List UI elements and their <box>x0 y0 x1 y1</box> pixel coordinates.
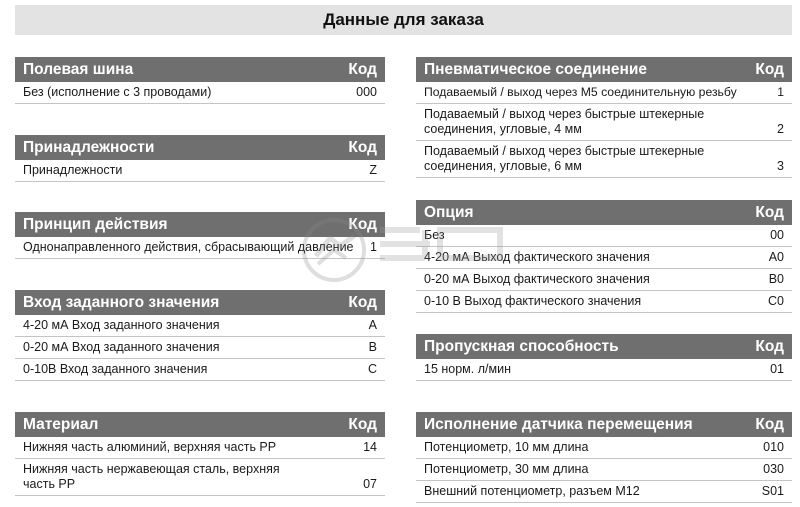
table-option <box>416 200 792 313</box>
row-description: 15 норм. л/мин <box>424 362 511 376</box>
row-description: Однонаправленного действия, сбрасывающий давление <box>23 240 354 254</box>
table-flow-rate <box>416 334 792 381</box>
table-header-code: Код <box>348 215 377 233</box>
row-description: 0-20 мА Выход фактического значения <box>424 272 650 286</box>
row-description: Принадлежности <box>23 163 123 177</box>
row-code: 01 <box>770 362 784 376</box>
row-description: Нижняя часть нержавеющая сталь, верхняя часть PP <box>23 462 280 491</box>
table-setpoint-input <box>15 290 385 381</box>
table-row <box>416 481 792 503</box>
table-header <box>416 57 792 82</box>
row-description: Подаваемый / выход через быстрые штекерные соединения, угловые, 4 мм <box>424 107 705 136</box>
row-description: Нижняя часть алюминий, верхняя часть PP <box>23 440 277 454</box>
table-header-title: Опция <box>424 203 474 221</box>
table-header <box>15 57 385 82</box>
row-code: Z <box>369 163 377 177</box>
table-row <box>416 141 792 178</box>
row-code: S01 <box>761 484 784 498</box>
table-header-title: Принадлежности <box>23 138 155 156</box>
table-row <box>416 459 792 481</box>
table-header-code: Код <box>348 293 377 311</box>
table-row <box>15 437 385 459</box>
row-code: 1 <box>370 240 377 254</box>
row-code: 14 <box>363 440 377 454</box>
row-description: Без (исполнение с 3 проводами) <box>23 85 212 99</box>
row-code: C0 <box>768 294 784 308</box>
table-header-title: Исполнение датчика перемещения <box>424 415 693 433</box>
table-header-title: Пропускная способность <box>424 337 619 355</box>
table-header-code: Код <box>755 203 784 221</box>
table-header-title: Принцип действия <box>23 215 168 233</box>
row-code: A0 <box>768 250 784 264</box>
table-row <box>416 104 792 141</box>
row-code: A <box>368 318 377 332</box>
row-description: Подаваемый / выход через быстрые штекерные соединения, угловые, 6 мм <box>424 144 705 173</box>
table-row <box>416 437 792 459</box>
table-header-code: Код <box>755 415 784 433</box>
table-fieldbus <box>15 57 385 104</box>
row-description: 4-20 мА Выход фактического значения <box>424 250 650 264</box>
table-row <box>416 82 792 104</box>
table-header <box>416 334 792 359</box>
table-header-title: Полевая шина <box>23 60 134 78</box>
table-row <box>15 82 385 104</box>
page-title: Данные для заказа <box>15 5 792 35</box>
row-code: 030 <box>763 462 784 476</box>
row-description: Без <box>424 228 445 242</box>
table-header <box>416 412 792 437</box>
table-header-code: Код <box>755 60 784 78</box>
table-row <box>15 359 385 381</box>
table-operating-principle <box>15 212 385 259</box>
table-accessories <box>15 135 385 182</box>
row-code: 07 <box>363 477 377 491</box>
table-header-title: Материал <box>23 415 99 433</box>
row-code: 1 <box>777 85 784 99</box>
table-header-title: Пневматическое соединение <box>424 60 648 78</box>
table-header-code: Код <box>348 60 377 78</box>
table-row <box>15 237 385 259</box>
table-header-code: Код <box>348 415 377 433</box>
table-pneumatic-connection <box>416 57 792 178</box>
table-row <box>416 269 792 291</box>
row-description: 0-10 В Выход фактического значения <box>424 294 642 308</box>
table-header-title: Вход заданного значения <box>23 293 220 311</box>
table-header <box>416 200 792 225</box>
table-row <box>416 359 792 381</box>
row-code: 2 <box>777 122 784 136</box>
table-row <box>416 225 792 247</box>
row-code: 3 <box>777 159 784 173</box>
row-description: 0-20 мА Вход заданного значения <box>23 340 220 354</box>
table-header <box>15 212 385 237</box>
table-header-code: Код <box>755 337 784 355</box>
row-description: 4-20 мА Вход заданного значения <box>23 318 220 332</box>
row-code: 000 <box>356 85 377 99</box>
table-header <box>15 290 385 315</box>
table-row <box>15 459 385 496</box>
table-row <box>15 337 385 359</box>
row-code: 00 <box>770 228 784 242</box>
row-code: 010 <box>763 440 784 454</box>
row-description: Внешний потенциометр, разъем M12 <box>424 484 640 498</box>
row-code: B0 <box>768 272 784 286</box>
table-header-code: Код <box>348 138 377 156</box>
row-code: C <box>367 362 377 376</box>
row-code: B <box>368 340 377 354</box>
row-description: 0-10В Вход заданного значения <box>23 362 208 376</box>
table-header <box>15 412 385 437</box>
table-row <box>15 160 385 182</box>
row-description: Подаваемый / выход через M5 соединительную резьбу <box>424 85 737 99</box>
table-header <box>15 135 385 160</box>
row-description: Потенциометр, 30 мм длина <box>424 462 589 476</box>
row-description: Потенциометр, 10 мм длина <box>424 440 589 454</box>
table-material <box>15 412 385 496</box>
table-row <box>416 291 792 313</box>
table-row <box>416 247 792 269</box>
table-row <box>15 315 385 337</box>
table-displacement-sensor <box>416 412 792 503</box>
